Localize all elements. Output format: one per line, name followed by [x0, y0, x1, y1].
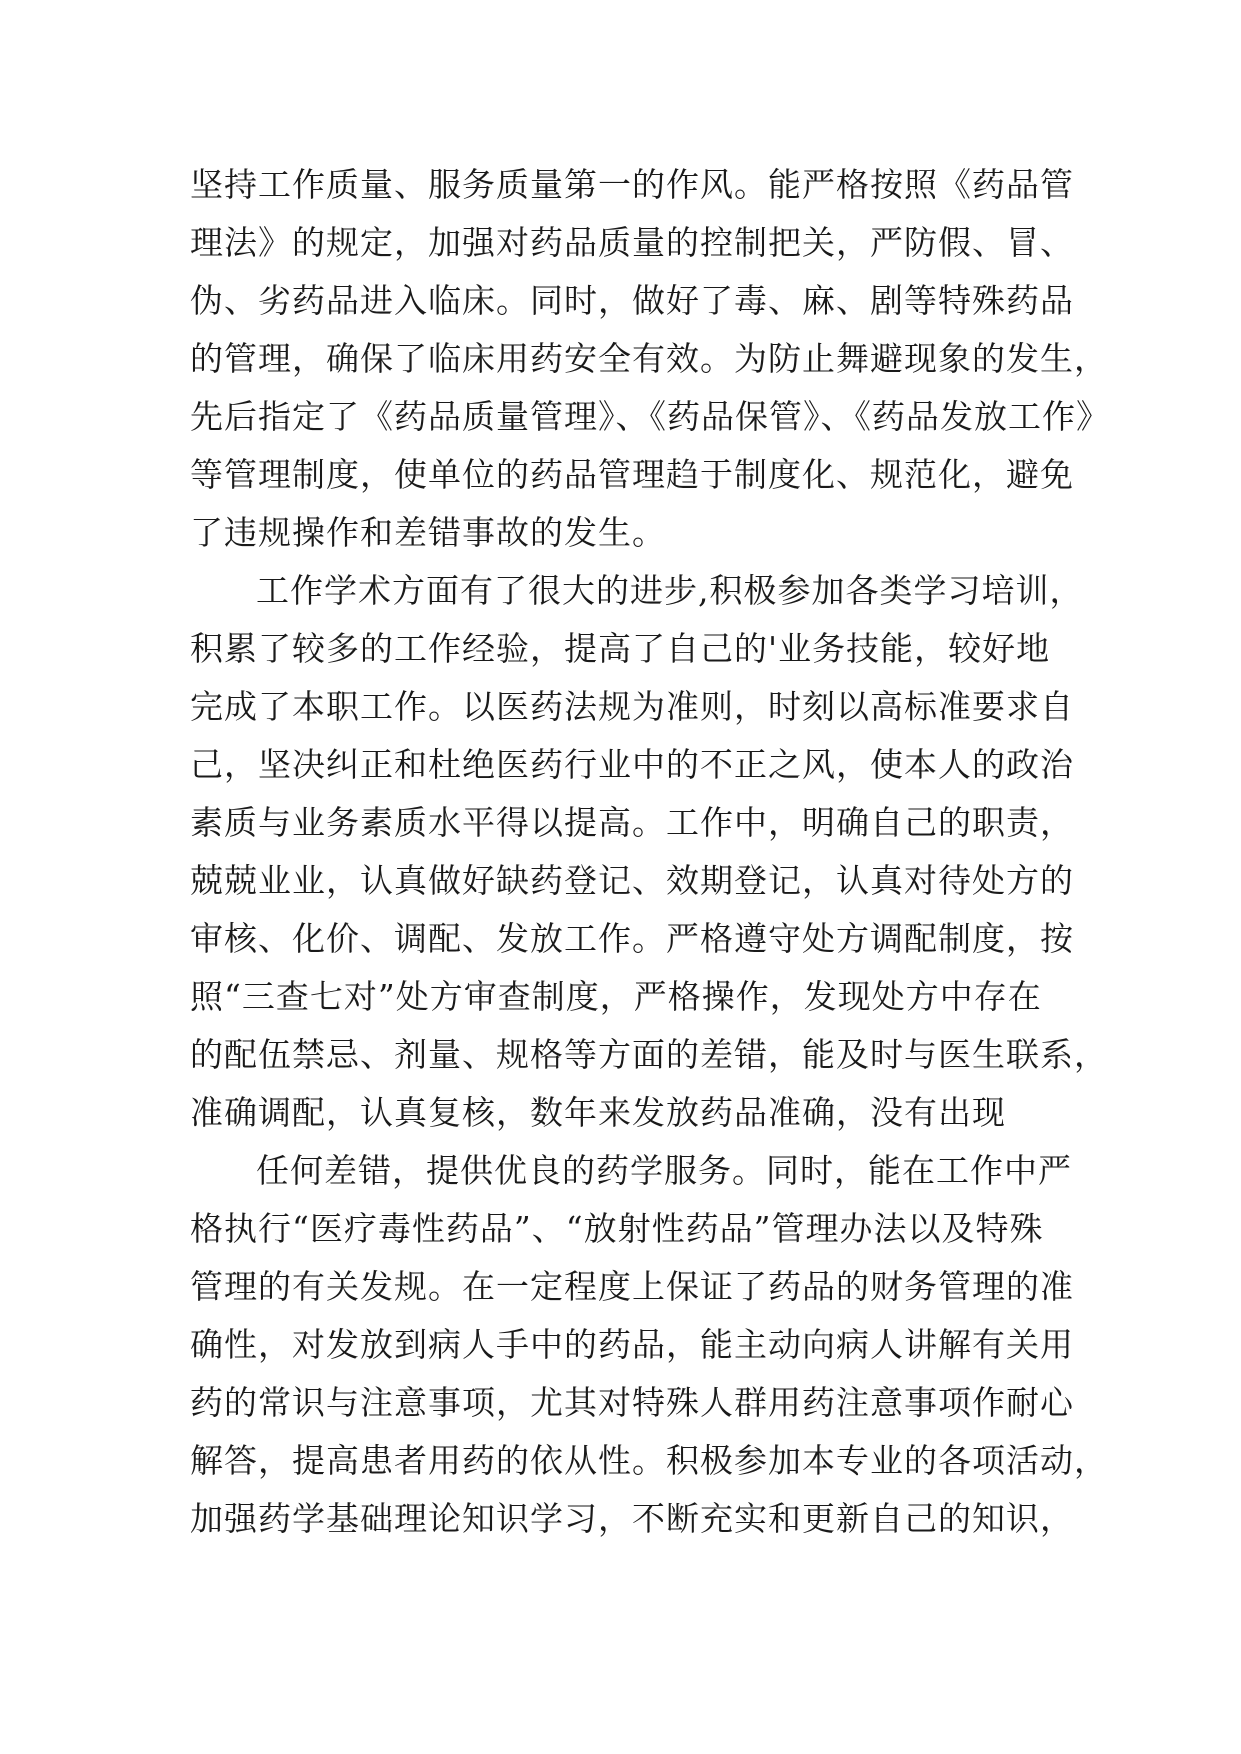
text-line: 的配伍禁忌、剂量、规格等方面的差错，能及时与医生联系， [190, 1035, 1108, 1074]
text-line: 了违规操作和差错事故的发生。 [190, 513, 666, 552]
text-line: 药的常识与注意事项，尤其对特殊人群用药注意事项作耐心 [190, 1383, 1074, 1422]
text-line: 格执行“医疗毒性药品”、“放射性药品”管理办法以及特殊 [190, 1209, 1044, 1248]
text-line: 准确调配，认真复核，数年来发放药品准确，没有出现 [190, 1093, 1006, 1132]
text-line: 的管理，确保了临床用药安全有效。为防止舞避现象的发生， [190, 339, 1108, 378]
text-line: 加强药学基础理论知识学习，不断充实和更新自己的知识， [190, 1499, 1074, 1538]
text-line: 先后指定了《药品质量管理》、《药品保管》、《药品发放工作》 [190, 397, 1110, 436]
body-text [190, 156, 1110, 1548]
text-line: 管理的有关发规。在一定程度上保证了药品的财务管理的准 [190, 1267, 1074, 1306]
text-line: 审核、化价、调配、发放工作。严格遵守处方调配制度，按 [190, 919, 1074, 958]
text-line: 理法》的规定，加强对药品质量的控制把关，严防假、冒、 [190, 223, 1074, 262]
text-line: 完成了本职工作。以医药法规为准则，时刻以高标准要求自 [190, 687, 1074, 726]
text-line: 等管理制度，使单位的药品管理趋于制度化、规范化，避免 [190, 455, 1074, 494]
text-line: 解答，提高患者用药的依从性。积极参加本专业的各项活动， [190, 1441, 1108, 1480]
text-line: 坚持工作质量、服务质量第一的作风。能严格按照《药品管 [190, 165, 1074, 204]
text-line: 积累了较多的工作经验，提高了自己的'业务技能，较好地 [190, 629, 1051, 668]
text-line: 伪、劣药品进入临床。同时，做好了毒、麻、剧等特殊药品 [190, 281, 1074, 320]
text-line: 素质与业务素质水平得以提高。工作中，明确自己的职责， [190, 803, 1074, 842]
paragraph-start-line: 工作学术方面有了很大的进步,积极参加各类学习培训， [256, 571, 1084, 610]
text-line: 兢兢业业，认真做好缺药登记、效期登记，认真对待处方的 [190, 861, 1074, 900]
text-line: 确性，对发放到病人手中的药品，能主动向病人讲解有关用 [190, 1325, 1074, 1364]
paragraph-start-line: 任何差错，提供优良的药学服务。同时，能在工作中严 [256, 1151, 1072, 1190]
text-line: 照“三查七对”处方审查制度，严格操作，发现处方中存在 [190, 977, 1042, 1016]
text-line: 己，坚决纠正和杜绝医药行业中的不正之风，使本人的政治 [190, 745, 1074, 784]
